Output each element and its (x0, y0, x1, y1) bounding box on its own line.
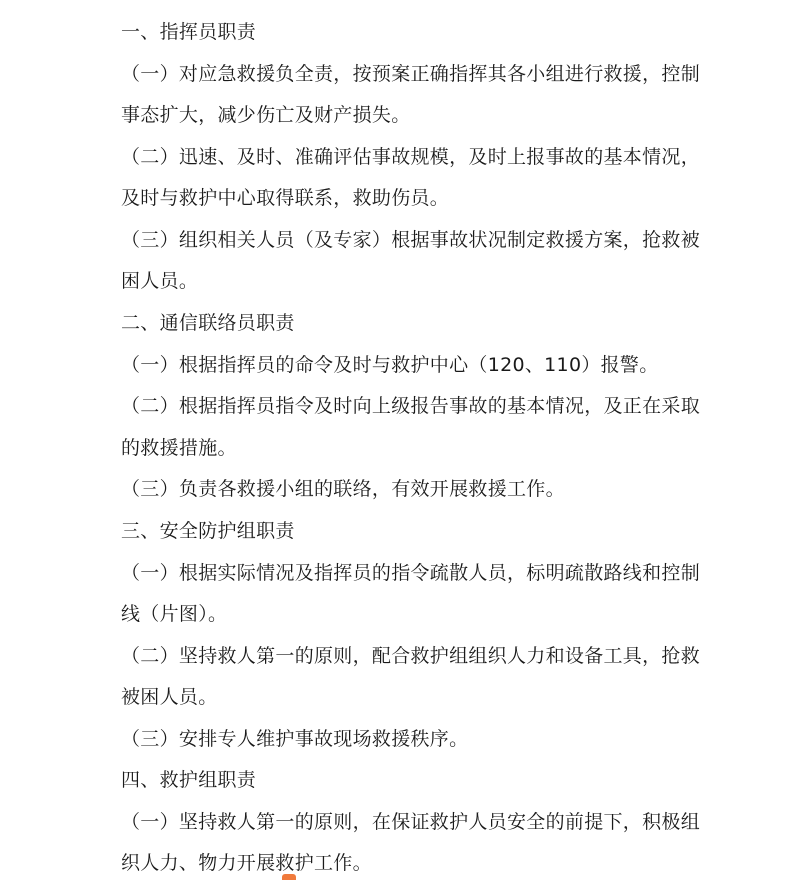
paragraph-line: （一）坚持救人第一的原则，在保证救护人员安全的前提下，积极组 (121, 811, 701, 833)
cursor-marker-icon (282, 874, 296, 880)
paragraph-line: 线（片图）。 (121, 603, 228, 625)
paragraph-line: （三）安排专人维护事故现场救援秩序。 (121, 728, 469, 750)
paragraph-line: （三）组织相关人员（及专家）根据事故状况制定救援方案，抢救被 (121, 229, 701, 251)
paragraph-line: （一）对应急救援负全责，按预案正确指挥其各小组进行救援，控制 (121, 63, 701, 85)
paragraph-line: 的救援措施。 (121, 437, 237, 459)
paragraph-line: 及时与救护中心取得联系，救助伤员。 (121, 187, 450, 209)
paragraph-line: （一）根据实际情况及指挥员的指令疏散人员，标明疏散路线和控制 (121, 562, 701, 584)
paragraph-line: （一）根据指挥员的命令及时与救护中心（120、110）报警。 (121, 354, 659, 376)
paragraph-line: （二）迅速、及时、准确评估事故规模，及时上报事故的基本情况， (121, 146, 701, 168)
section-heading-safety: 三、安全防护组职责 (121, 520, 295, 542)
paragraph-line: （二）坚持救人第一的原则，配合救护组组织人力和设备工具，抢救 (121, 645, 701, 667)
paragraph-line: 困人员。 (121, 270, 199, 292)
paragraph-line: （三）负责各救援小组的联络，有效开展救援工作。 (121, 478, 565, 500)
paragraph-line: 事态扩大，减少伤亡及财产损失。 (121, 104, 411, 126)
section-heading-rescue: 四、救护组职责 (121, 769, 257, 791)
section-heading-communications: 二、通信联络员职责 (121, 312, 295, 334)
paragraph-line: 被困人员。 (121, 686, 218, 708)
paragraph-line: （二）根据指挥员指令及时向上级报告事故的基本情况，及正在采取 (121, 395, 701, 417)
section-heading-commander: 一、指挥员职责 (121, 21, 257, 43)
paragraph-line: 织人力、物力开展救护工作。 (121, 852, 372, 874)
